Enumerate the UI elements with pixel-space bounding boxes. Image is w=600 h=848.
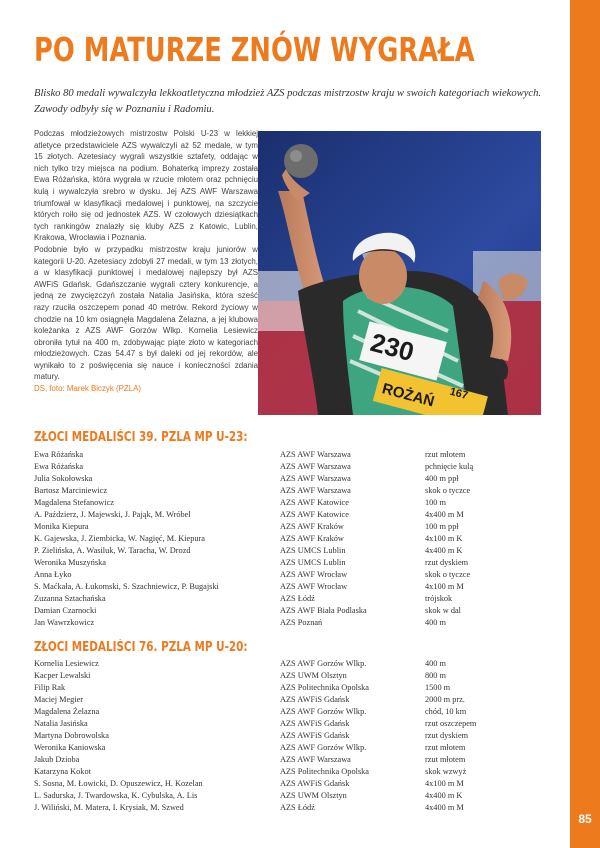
athlete-photo bbox=[258, 131, 541, 415]
athlete-name: Bartosz Marciniewicz bbox=[34, 486, 108, 496]
club-name: AZS AWF Warszawa bbox=[280, 462, 351, 472]
event-name: 100 m bbox=[425, 498, 446, 508]
event-name: 4x400 m M bbox=[425, 803, 464, 813]
athlete-name: Zuzanna Sztachańska bbox=[34, 594, 106, 604]
body-paragraph: Podczas młodzieżowych mistrzostw Polski U-23 w lekkiej atletyce przedstawiciele AZS wywalczyli aż 52 medale, w tym 15 złotych. Azetesiacy wygrali wszystkie sztafety, oddając w nich tylko trzy miejsca na podium. Bohaterką imprezy została Ewa Różańska, która wygrała w rzucie młotem oraz pchnięciu kulą i wywalczyła srebro w dysku. Jej AZS AWF Warszawa triumfował w klasyfikacji medalowej i punktowej, na szczycie których roiło się od jednostek AZS. W czołowych dziesiątkach tych rankingów znalazły się kluby AZS z Katowic, Lublin, Krakowa, Wrocławia i Poznania. bbox=[34, 129, 258, 243]
athlete-name: Katarzyna Kokot bbox=[34, 767, 91, 777]
athlete-name: P. Zielińska, A. Wasiluk, W. Taracha, W. Drozd bbox=[34, 546, 191, 556]
event-name: rzut oszczepem bbox=[425, 719, 477, 729]
club-name: AZS AWF Warszawa bbox=[280, 474, 351, 484]
athlete-name: Monika Kiepura bbox=[34, 522, 89, 532]
event-name: 4x100 m M bbox=[425, 779, 464, 789]
athlete-name: Kornelia Lesiewicz bbox=[34, 659, 99, 668]
event-name: skok wzwyż bbox=[425, 767, 467, 777]
event-name: skok o tyczce bbox=[425, 570, 471, 580]
event-name: 400 m ppł bbox=[425, 474, 459, 484]
athlete-name: Weronika Muszyńska bbox=[34, 558, 106, 568]
result-row bbox=[34, 485, 540, 497]
event-name: 4x400 m K bbox=[425, 546, 463, 556]
athlete-name: J. Wiliński, M. Matera, I. Krysiak, M. Szwed bbox=[34, 803, 184, 813]
result-row bbox=[34, 521, 540, 533]
event-name: trójskok bbox=[425, 594, 453, 604]
event-name: 1500 m bbox=[425, 683, 451, 693]
event-name: 100 m ppł bbox=[425, 522, 459, 532]
result-row bbox=[34, 497, 540, 509]
event-name: 2000 m prz. bbox=[425, 695, 465, 705]
athlete-name: Magdalena Stefanowicz bbox=[34, 498, 114, 508]
club-name: AZS AWF Gorzów Wlkp. bbox=[280, 743, 367, 753]
event-name: rzut młotem bbox=[425, 755, 466, 765]
result-row bbox=[34, 790, 540, 802]
club-name: AZS AWF Warszawa bbox=[280, 450, 351, 459]
body-paragraph: Podobnie było w przypadku mistrzostw kraju juniorów w kategorii U-20. Azetesiacy zdobyli 27 medali, w tym 13 złotych, a w klasyfikacji punktowej i medalowej najlepszy był AZS AWFiS Gdańsk. Gdańszczanie wygrali cztery konkurencje, a jedną ze zwycięzczyń została Natalia Jasińska, która sześć razy rzuciła oszczepem ponad 40 metrów. Rekord życiowy w chodzie na 10 km osiągnęła Magdalena Żelazna, a jej klubowa koleżanka z AZS AWF Gorzów Wlkp. Kornelia Lesiewicz obroniła tytuł na 400 m, zdobywając piąte złoto w kategoriach młodzieżowych. Czas 54.47 s był daleki od jej rekordów, ale wynikało to z poświęcenia się nauce i konieczności zdania matury. bbox=[34, 244, 258, 382]
result-row bbox=[34, 617, 540, 629]
bib-small-number: 167 bbox=[448, 385, 470, 403]
club-name: AZS AWF Katowice bbox=[280, 498, 349, 508]
result-row bbox=[34, 730, 540, 742]
club-name: AZS AWFiS Gdańsk bbox=[280, 731, 350, 741]
event-name: rzut młotem bbox=[425, 450, 466, 459]
club-name: AZS AWF Katowice bbox=[280, 510, 349, 520]
club-name: AZS Łódź bbox=[280, 803, 315, 813]
event-name: 400 m bbox=[425, 659, 446, 668]
result-row bbox=[34, 754, 540, 766]
bib-number: 230 bbox=[367, 327, 418, 368]
article-body bbox=[34, 128, 258, 395]
result-row bbox=[34, 461, 540, 473]
result-row bbox=[34, 766, 540, 778]
result-row bbox=[34, 802, 540, 814]
athlete-name: Ewa Różańska bbox=[34, 450, 84, 459]
athlete-name: L. Sadurska, J. Twardowska, K. Cybulska, A. Lis bbox=[34, 791, 198, 801]
article-title: PO MATURZE ZNÓW WYGRAŁA bbox=[34, 30, 475, 69]
result-row bbox=[34, 706, 540, 718]
athlete-name: Ewa Różańska bbox=[34, 462, 84, 472]
result-row bbox=[34, 718, 540, 730]
athlete-name: S. Sosna, M. Łowicki, D. Opuszewicz, H. Kozelan bbox=[34, 779, 203, 789]
athlete-name: A. Paździerz, J. Majewski, J. Pająk, M. Wróbel bbox=[34, 510, 191, 520]
u20-results-list bbox=[34, 658, 540, 814]
event-name: 800 m bbox=[425, 671, 446, 681]
result-row bbox=[34, 605, 540, 617]
result-row bbox=[34, 658, 540, 670]
club-name: AZS AWF Kraków bbox=[280, 534, 344, 544]
result-row bbox=[34, 694, 540, 706]
athlete-name: Natalia Jasińska bbox=[34, 719, 88, 729]
club-name: AZS Łódź bbox=[280, 594, 315, 604]
club-name: AZS Politechnika Opolska bbox=[280, 683, 369, 693]
result-row bbox=[34, 533, 540, 545]
result-row bbox=[34, 593, 540, 605]
result-row bbox=[34, 670, 540, 682]
club-name: AZS UWM Olsztyn bbox=[280, 671, 347, 681]
athlete-name: Weronika Kaniowska bbox=[34, 743, 106, 753]
athlete-name: Jan Wawrzkowicz bbox=[34, 618, 95, 628]
athlete-name: S. Maćkała, A. Łukomski, S. Szachniewicz, P. Bugajski bbox=[34, 582, 219, 592]
club-name: AZS UMCS Lublin bbox=[280, 546, 346, 556]
u20-heading: ZŁOCI MEDALIŚCI 76. PZLA MP U-20: bbox=[34, 640, 248, 655]
athlete-name: Damian Czarnocki bbox=[34, 606, 97, 616]
result-row bbox=[34, 682, 540, 694]
athlete-name: Filip Rak bbox=[34, 683, 66, 693]
result-row bbox=[34, 473, 540, 485]
event-name: pchnięcie kulą bbox=[425, 462, 474, 472]
bib-name: ROŻAŃ bbox=[380, 380, 437, 411]
event-name: rzut dyskiem bbox=[425, 558, 469, 568]
club-name: AZS AWFiS Gdańsk bbox=[280, 719, 350, 729]
event-name: rzut młotem bbox=[425, 743, 466, 753]
athlete-name: Kacper Lewalski bbox=[34, 671, 91, 681]
article-lead: Blisko 80 medali wywalczyła lekkoatletyczna młodzież AZS podczas mistrzostw kraju w swoich kategoriach wiekowych. Zawody odbyły się w Poznaniu i Radomiu. bbox=[34, 88, 542, 115]
club-name: AZS Politechnika Opolska bbox=[280, 767, 369, 777]
club-name: AZS AWF Warszawa bbox=[280, 486, 351, 496]
u23-heading: ZŁOCI MEDALIŚCI 39. PZLA MP U-23: bbox=[34, 430, 248, 445]
club-name: AZS AWF Gorzów Wlkp. bbox=[280, 659, 367, 668]
result-row bbox=[34, 742, 540, 754]
result-row bbox=[34, 557, 540, 569]
u23-results-list bbox=[34, 449, 540, 629]
athlete-name: Martyna Dobrowolska bbox=[34, 731, 109, 741]
athlete-name: Magdalena Żelazna bbox=[34, 707, 100, 717]
club-name: AZS AWFiS Gdańsk bbox=[280, 779, 350, 789]
result-row bbox=[34, 581, 540, 593]
club-name: AZS AWF Wrocław bbox=[280, 582, 348, 592]
page-edge-bar bbox=[570, 0, 600, 848]
club-name: AZS AWFiS Gdańsk bbox=[280, 695, 350, 705]
photo-credit: DS, foto: Marek Biczyk (PZLA) bbox=[34, 384, 141, 394]
athlete-name: Maciej Megier bbox=[34, 695, 84, 705]
result-row bbox=[34, 569, 540, 581]
result-row bbox=[34, 509, 540, 521]
club-name: AZS AWF Biała Podlaska bbox=[280, 606, 367, 616]
club-name: AZS AWF Gorzów Wlkp. bbox=[280, 707, 367, 717]
event-name: 400 m bbox=[425, 618, 446, 628]
result-row bbox=[34, 778, 540, 790]
event-name: chód, 10 km bbox=[425, 707, 467, 717]
club-name: AZS AWF Kraków bbox=[280, 522, 344, 532]
club-name: AZS AWF Wrocław bbox=[280, 570, 348, 580]
event-name: 4x100 m M bbox=[425, 582, 464, 592]
event-name: skok o tyczce bbox=[425, 486, 471, 496]
athlete-name: Julia Sokołowska bbox=[34, 474, 93, 484]
event-name: skok w dal bbox=[425, 606, 461, 616]
club-name: AZS Poznań bbox=[280, 618, 323, 628]
result-row bbox=[34, 545, 540, 557]
club-name: AZS AWF Warszawa bbox=[280, 755, 351, 765]
athlete-name: K. Gajewska, J. Ziembicka, W. Nagięć, M. Kiepura bbox=[34, 534, 205, 544]
club-name: AZS UMCS Lublin bbox=[280, 558, 346, 568]
event-name: 4x100 m K bbox=[425, 534, 463, 544]
club-name: AZS UWM Olsztyn bbox=[280, 791, 347, 801]
athlete-name: Anna Łyko bbox=[34, 570, 72, 580]
event-name: 4x400 m K bbox=[425, 791, 463, 801]
athlete-name: Jakub Dzioba bbox=[34, 755, 80, 765]
result-row bbox=[34, 449, 540, 461]
event-name: 4x400 m M bbox=[425, 510, 464, 520]
event-name: rzut dyskiem bbox=[425, 731, 469, 741]
page-number: 85 bbox=[578, 812, 592, 826]
